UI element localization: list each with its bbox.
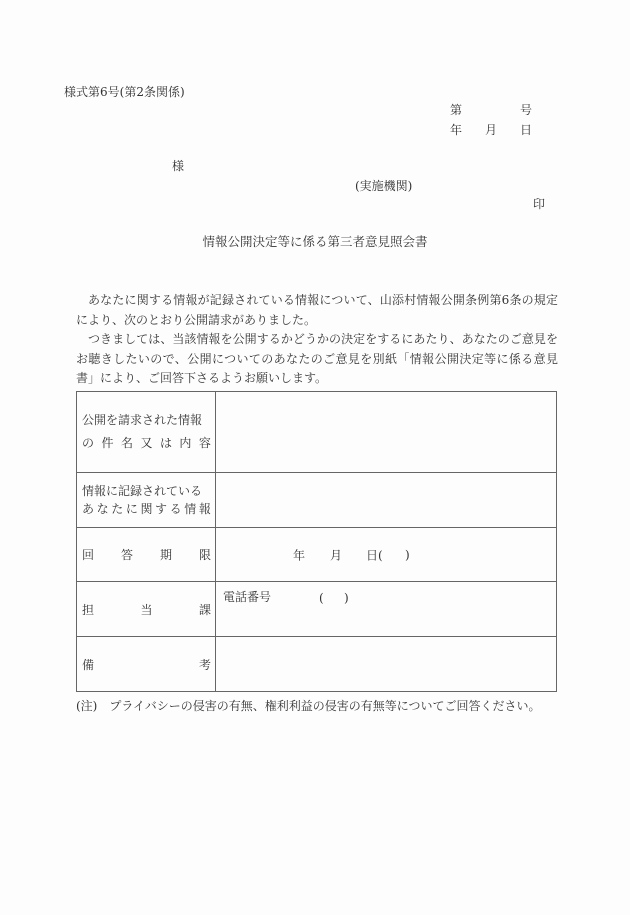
footnote: (注) プライバシーの侵害の有無、権利利益の侵害の有無等についてご回答ください。 [76,699,541,713]
value-department[interactable] [216,582,557,637]
document-number [450,104,532,116]
doc-number-prefix: 第 [450,103,463,117]
label-char: に [125,502,138,516]
label-char: た [111,502,124,516]
label-char: の [82,436,95,450]
seal-mark: 印 [533,197,546,211]
label-line: 情報に記録されている [82,484,203,498]
phone-area-close: ) [344,591,349,605]
value-remarks[interactable] [216,637,557,692]
label-line: 公開を請求された情報 [82,413,203,427]
label-char: 内 [179,436,192,450]
label-line-spread [82,432,211,455]
label-char: 報 [198,502,211,516]
label-char: 名 [120,436,133,450]
body-text [76,291,558,389]
date-day: 日 [519,123,532,137]
body-paragraph: つきましては、当該情報を公開するかどうかの決定をするにあたり、あなたのご意見をお聴きしたいので、公開についてのあなたのご意見を別紙「情報公開決定等に係る意見書」により、ご回答下さるようお願いします。 [76,332,558,385]
deadline-year: 年 [293,548,306,562]
label-char: 限 [198,548,211,562]
label-char: 当 [140,602,153,617]
label-char: 情 [184,502,197,516]
label-remarks [77,637,216,692]
table-row-deadline [77,528,557,582]
label-requested-info [77,392,216,473]
table-row-remarks [77,637,557,692]
label-char: 期 [159,548,172,562]
deadline-weekday-close: ) [405,547,410,562]
label-char: 又 [140,436,153,450]
document-date [450,124,532,136]
label-department [77,582,216,637]
value-deadline[interactable] [216,528,557,582]
label-char: す [155,502,168,516]
value-your-info[interactable] [216,473,557,528]
label-char: 備 [82,657,95,672]
label-char: る [169,502,182,516]
label-char: 担 [82,602,95,617]
value-requested-info[interactable] [216,392,557,473]
table-row-requested-info [77,392,557,473]
info-table [76,391,557,692]
table-row-department [77,582,557,637]
deadline-day: 日( [366,548,383,562]
form-number: 様式第6号(第2条関係) [64,85,185,99]
label-char: は [159,436,172,450]
body-paragraph: あなたに関する情報が記録されている情報について、山添村情報公開条例第6条の規定により、次のとおり公開請求がありました。 [76,293,558,327]
phone-label: 電話番号 [223,590,272,604]
label-char: あ [82,502,95,516]
label-line-spread [82,500,211,518]
addressee: 様 [172,159,185,173]
label-char: 考 [198,657,211,672]
label-char: 回 [82,548,95,562]
label-char: 関 [140,502,153,516]
label-char: な [96,502,109,516]
label-deadline [77,528,216,582]
phone-area-open: ( [319,591,324,605]
label-char: 容 [198,436,211,450]
document-title: 情報公開決定等に係る第三者意見照会書 [202,234,428,249]
table-row-your-info [77,473,557,528]
label-char: 答 [120,548,133,562]
date-year: 年 [450,123,463,137]
date-month: 月 [484,123,497,137]
deadline-month: 月 [330,548,343,562]
label-your-info [77,473,216,528]
agency-label: (実施機関) [355,179,413,193]
label-char: 件 [101,436,114,450]
doc-number-suffix: 号 [519,103,532,117]
label-char: 課 [198,602,211,617]
